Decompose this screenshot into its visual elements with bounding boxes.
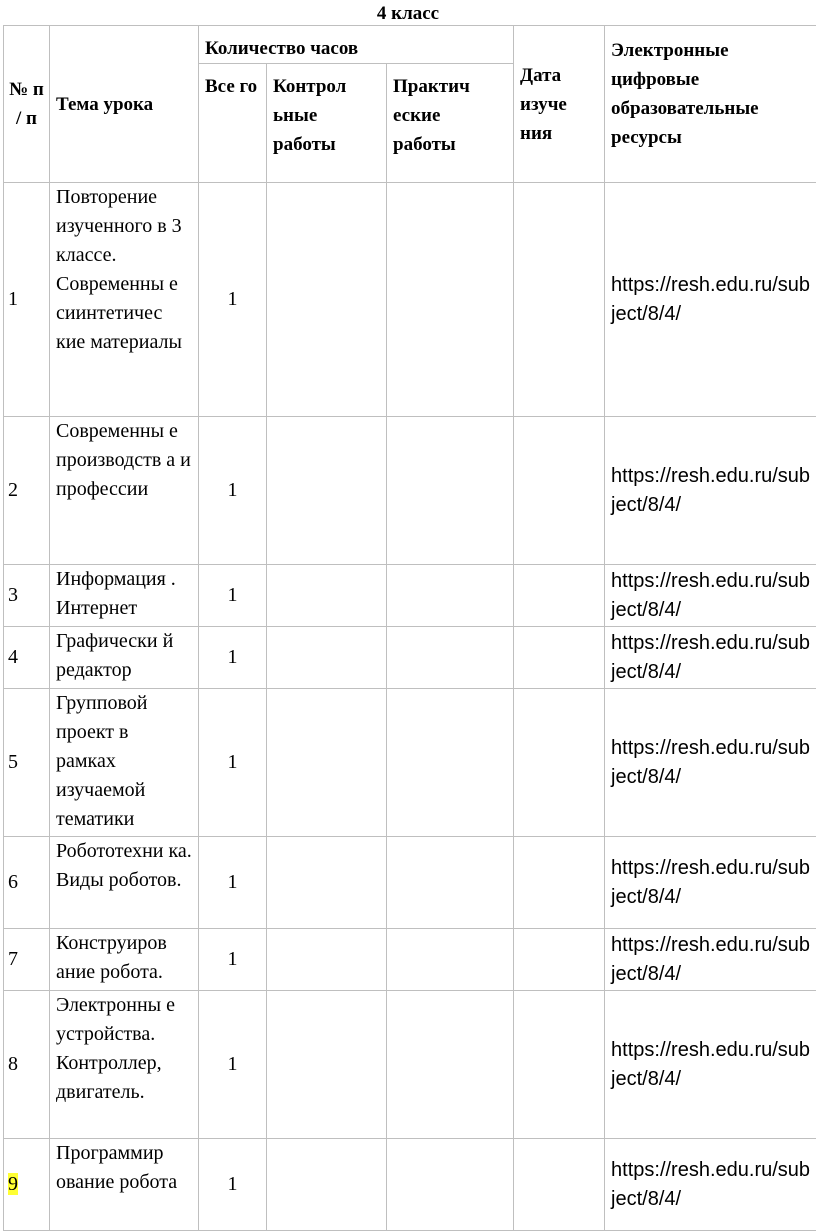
row-resource: https://resh.edu.ru/subject/8/4/ <box>605 627 816 689</box>
row-date <box>514 627 605 689</box>
header-num: № п / п <box>4 26 50 183</box>
lesson-plan-table <box>3 25 816 1231</box>
row-total: 1 <box>199 1139 267 1231</box>
header-total: Все го <box>199 64 267 183</box>
row-practical <box>387 627 514 689</box>
row-num-highlight: 9 <box>8 1173 18 1195</box>
row-date <box>514 929 605 991</box>
row-total: 1 <box>199 565 267 627</box>
row-topic: Современны е производств а и профессии <box>50 417 199 565</box>
row-date <box>514 689 605 837</box>
row-control <box>267 991 387 1139</box>
row-num: 5 <box>4 689 50 837</box>
page-title: 4 класс <box>0 2 816 26</box>
row-total: 1 <box>199 929 267 991</box>
row-resource: https://resh.edu.ru/subject/8/4/ <box>605 417 816 565</box>
row-resource: https://resh.edu.ru/subject/8/4/ <box>605 1139 816 1231</box>
table-row <box>4 929 816 991</box>
row-date <box>514 1139 605 1231</box>
row-practical <box>387 417 514 565</box>
header-hours-group: Количество часов <box>199 26 514 64</box>
row-resource: https://resh.edu.ru/subject/8/4/ <box>605 565 816 627</box>
header-topic: Тема урока <box>50 26 199 183</box>
row-topic: Электронны е устройства. Контроллер, двигатель. <box>50 991 199 1139</box>
table-row <box>4 627 816 689</box>
header-control: Контрол ьные работы <box>267 64 387 183</box>
table-row <box>4 417 816 565</box>
table-row <box>4 991 816 1139</box>
row-control <box>267 837 387 929</box>
row-num: 2 <box>4 417 50 565</box>
row-topic: Групповой проект в рамках изучаемой тематики <box>50 689 199 837</box>
row-practical <box>387 929 514 991</box>
row-control <box>267 689 387 837</box>
row-num: 1 <box>4 183 50 417</box>
row-topic: Информация . Интернет <box>50 565 199 627</box>
row-topic: Конструиров ание робота. <box>50 929 199 991</box>
row-practical <box>387 565 514 627</box>
header-resources: Электронные цифровые образовательные ресурсы <box>605 26 816 183</box>
row-control <box>267 929 387 991</box>
row-resource: https://resh.edu.ru/subject/8/4/ <box>605 929 816 991</box>
header-practical: Практич еские работы <box>387 64 514 183</box>
row-resource: https://resh.edu.ru/subject/8/4/ <box>605 183 816 417</box>
row-topic: Повторение изученного в 3 классе. Современны е сиинтетичес кие материалы <box>50 183 199 417</box>
table-row <box>4 1139 816 1231</box>
row-topic: Графически й редактор <box>50 627 199 689</box>
row-num: 8 <box>4 991 50 1139</box>
table-row <box>4 689 816 837</box>
table-row <box>4 565 816 627</box>
row-control <box>267 1139 387 1231</box>
table-body <box>4 183 816 1231</box>
row-practical <box>387 689 514 837</box>
row-num: 6 <box>4 837 50 929</box>
row-total: 1 <box>199 689 267 837</box>
row-control <box>267 417 387 565</box>
row-control <box>267 183 387 417</box>
table-row <box>4 183 816 417</box>
row-resource: https://resh.edu.ru/subject/8/4/ <box>605 991 816 1139</box>
table-row <box>4 837 816 929</box>
row-topic: Программир ование робота <box>50 1139 199 1231</box>
row-topic: Робототехни ка. Виды роботов. <box>50 837 199 929</box>
row-num: 4 <box>4 627 50 689</box>
row-resource: https://resh.edu.ru/subject/8/4/ <box>605 689 816 837</box>
row-date <box>514 991 605 1139</box>
row-practical <box>387 991 514 1139</box>
row-control <box>267 565 387 627</box>
row-total: 1 <box>199 627 267 689</box>
row-num <box>4 1139 50 1231</box>
row-num: 3 <box>4 565 50 627</box>
row-date <box>514 417 605 565</box>
row-total: 1 <box>199 417 267 565</box>
row-date <box>514 565 605 627</box>
row-control <box>267 627 387 689</box>
row-num: 7 <box>4 929 50 991</box>
row-total: 1 <box>199 183 267 417</box>
row-date <box>514 837 605 929</box>
row-total: 1 <box>199 991 267 1139</box>
header-row-1 <box>4 26 816 64</box>
row-date <box>514 183 605 417</box>
row-total: 1 <box>199 837 267 929</box>
header-date: Дата изуче ния <box>514 26 605 183</box>
row-resource: https://resh.edu.ru/subject/8/4/ <box>605 837 816 929</box>
row-practical <box>387 837 514 929</box>
row-practical <box>387 1139 514 1231</box>
row-practical <box>387 183 514 417</box>
